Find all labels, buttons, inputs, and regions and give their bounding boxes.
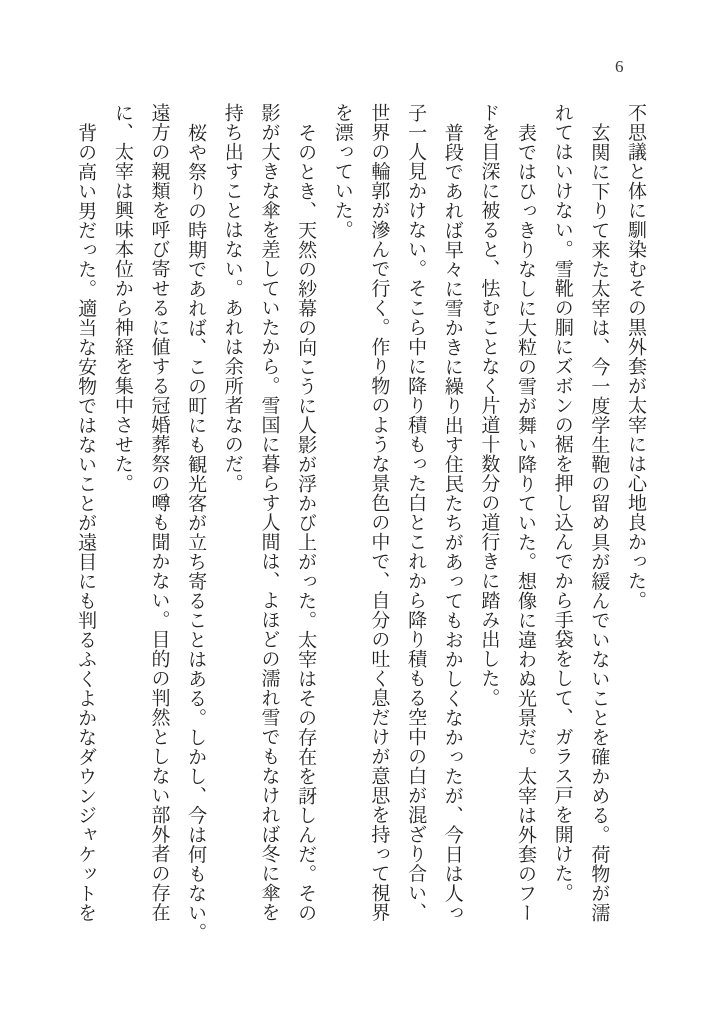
text-line: 玄関に下りて来た太宰は、今一度学生鞄の留め具が緩んでいないことを確かめる。荷物が濡 — [588, 122, 610, 922]
paragraph — [103, 103, 213, 942]
paragraph — [213, 103, 323, 942]
text-line: に、太宰は興味本位から神経を集中させた。 — [111, 103, 133, 493]
text-line: 子一人見かけない。そこら中に降り積もった白とこれから降り積もる空中の白が混ざり合い、 — [405, 103, 427, 922]
text-line: 遠方の親類を呼び寄せるに値する冠婚葬祭の噂も聞かない。目的の判然としない部外者の存在 — [148, 103, 170, 922]
paragraph — [323, 103, 470, 942]
text-block — [67, 103, 654, 942]
paragraph — [616, 103, 653, 942]
paragraph — [543, 103, 616, 942]
text-line: 影が大きな傘を差していたから。雪国に暮らす人間は、よほどの濡れ雪でもなければ冬に傘を — [258, 103, 280, 922]
text-line: 持ち出すことはない。あれは余所者なのだ。 — [221, 103, 243, 493]
text-line: 表ではひっきりなしに大粒の雪が舞い降りていた。想像に違わぬ光景だ。太宰は外套のフー — [515, 122, 537, 922]
text-line: を漂っていた。 — [331, 103, 353, 240]
text-line: 背の高い男だった。適当な安物ではないことが遠目にも判るふくよかなダウンジャケットを — [75, 122, 97, 922]
text-line: 桜や祭りの時期であれば、この町にも観光客が立ち寄ることはある。しかし、今は何もない。 — [185, 122, 207, 942]
text-line: 普段であれば早々に雪かきに繰り出す住民たちがあってもおかしくなかったが、今日は人っ — [441, 122, 463, 922]
page-number: 6 — [615, 57, 624, 76]
paragraph — [67, 103, 104, 942]
paragraph — [470, 103, 543, 942]
text-line: 世界の輪郭が滲んで行く。作り物のような景色の中で、自分の吐く息だけが意思を持って視界 — [368, 103, 390, 922]
text-line: れてはいけない。雪靴の胴にズボンの裾を押し込んでから手袋をして、ガラス戸を開けた。 — [551, 103, 573, 903]
text-line: ドを目深に被ると、怯むことなく片道十数分の道行きに踏み出した。 — [478, 103, 500, 708]
text-line: そのとき、天然の紗幕の向こうに人影が浮かび上がった。太宰はその存在を訝しんだ。その — [295, 122, 317, 922]
text-line: 不思議と体に馴染むその黒外套が太宰には心地良かった。 — [625, 103, 646, 610]
